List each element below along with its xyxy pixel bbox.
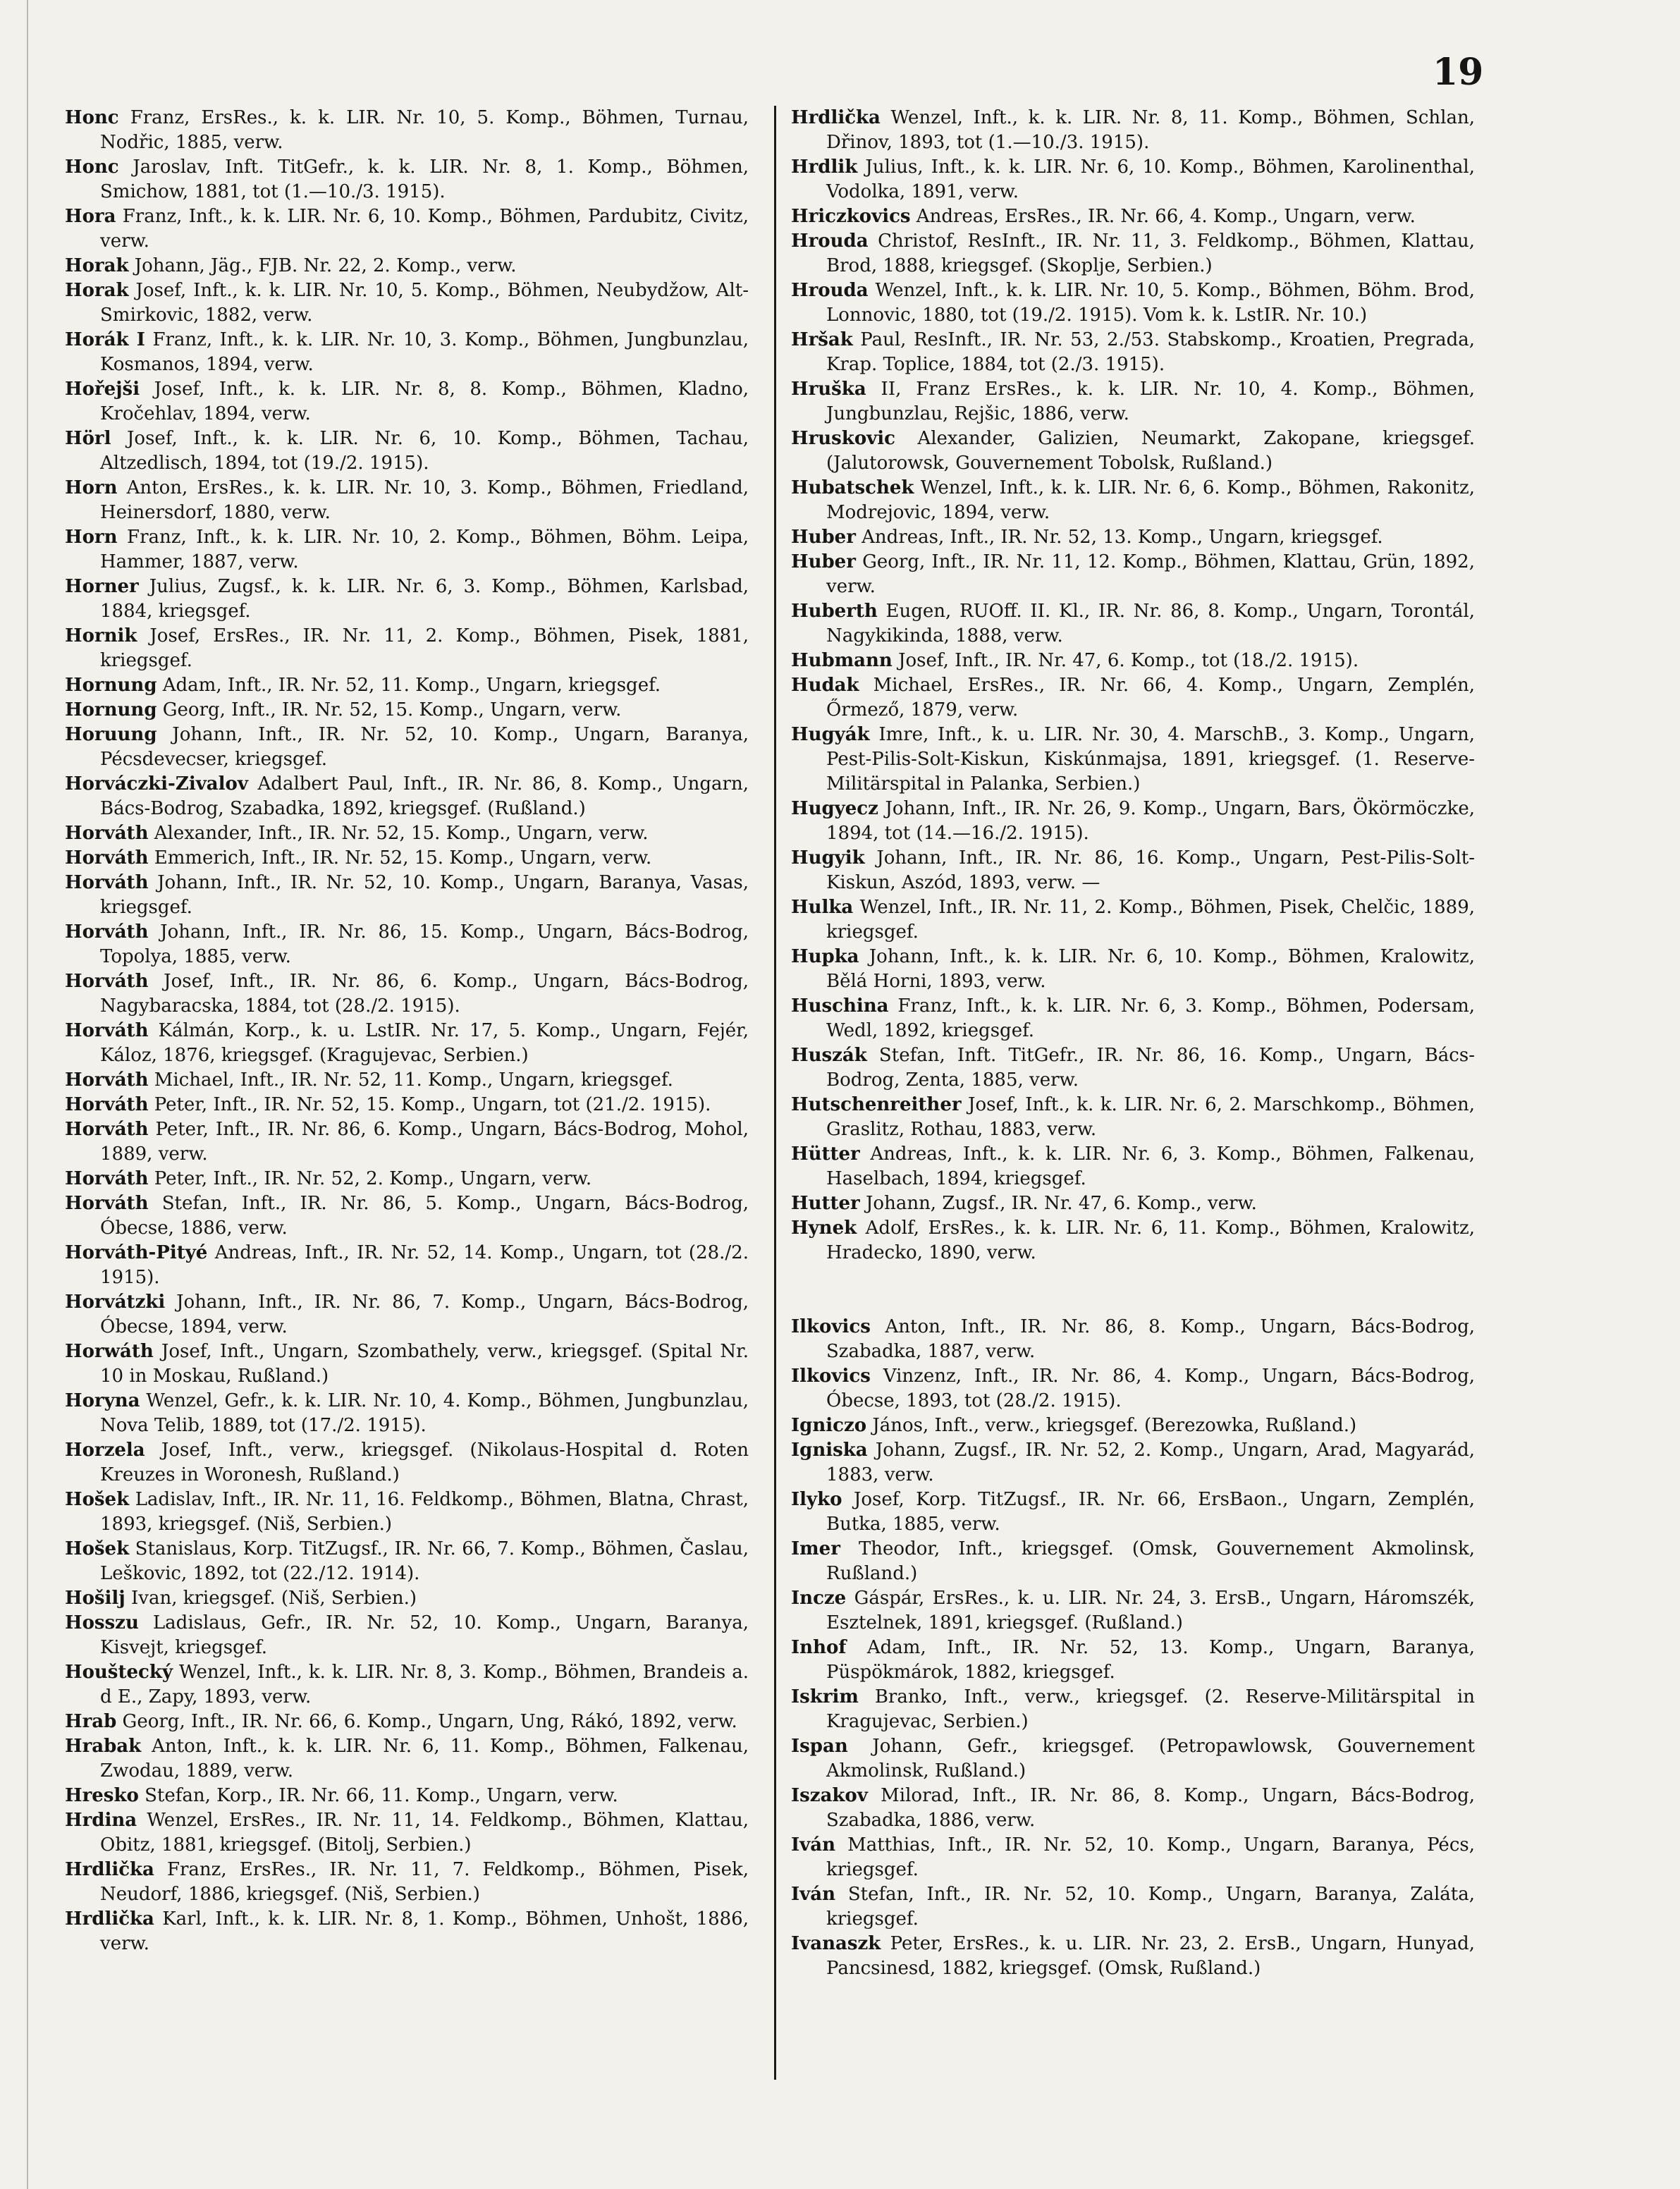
entry-details: Alexander, Galizien, Neumarkt, Zakopane, kriegsgef. (Jalutorowsk, Gouvernement Tobolsk, Rußland.) [826,428,1475,474]
entry-details: Adam, Inft., IR. Nr. 52, 11. Komp., Ungarn, kriegsgef. [157,675,661,696]
entry-details: Johann, Zugsf., IR. Nr. 47, 6. Komp., verw. [859,1193,1257,1214]
entry-details: Wenzel, ErsRes., IR. Nr. 11, 14. Feldkomp., Böhmen, Klattau, Obitz, 1881, kriegsgef. (Bitolj, Serbien.) [100,1810,749,1856]
entry-name: Hriczkovics [791,206,911,227]
entry-details: Adalbert Paul, Inft., IR. Nr. 86, 8. Komp., Ungarn, Bács-Bodrog, Szabadka, 1892, kriegsgef. (Rußland.) [100,773,749,819]
list-item [791,1882,1475,1932]
entry-details: Ladislav, Inft., IR. Nr. 11, 16. Feldkomp., Böhmen, Blatna, Chrast, 1893, kriegsgef. (Niš, Serbien.) [100,1489,749,1535]
entry-name: Hrouda [791,231,869,252]
list-item [791,377,1475,427]
entry-details: Johann, Inft., k. k. LIR. Nr. 6, 10. Komp., Böhmen, Kralowitz, Bělá Horni, 1893, verw. [826,946,1475,992]
entry-name: Hrabak [65,1736,142,1757]
entry-details: Georg, Inft., IR. Nr. 66, 6. Komp., Ungarn, Ung, Rákó, 1892, verw. [116,1711,737,1732]
entry-details: Wenzel, Inft., k. k. LIR. Nr. 8, 3. Komp., Böhmen, Brandeis a. d E., Zapy, 1893, verw. [100,1662,749,1707]
list-item [791,797,1475,846]
entry-name: Hudak [791,675,859,696]
list-item [791,229,1475,278]
entry-name: Hořejši [65,379,140,400]
entry-details: Josef, Korp. TitZugsf., IR. Nr. 66, ErsBaon., Ungarn, Zemplén, Butka, 1885, verw. [826,1489,1475,1535]
right-column [791,106,1475,1981]
entry-name: Inhof [791,1637,847,1658]
entry-details: Andreas, Inft., IR. Nr. 52, 14. Komp., Ungarn, tot (28./2. 1915). [100,1242,749,1288]
entry-details: Peter, ErsRes., k. u. LIR. Nr. 23, 2. ErsB., Ungarn, Hunyad, Pancsinesd, 1882, kriegsgef. (Omsk, Rußland.) [826,1933,1475,1979]
list-item [791,204,1475,229]
entry-name: Hornik [65,625,137,646]
list-item [791,328,1475,377]
list-item [65,723,749,772]
list-item [791,895,1475,945]
list-item [65,1438,749,1488]
entry-name: Hrdlička [65,1908,154,1930]
list-item [65,377,749,427]
list-item [791,599,1475,649]
entry-details: Michael, ErsRes., IR. Nr. 66, 4. Komp., Ungarn, Zemplén, Őrmező, 1879, verw. [826,675,1475,721]
entry-details: Josef, Inft., IR. Nr. 47, 6. Komp., tot (18./2. 1915). [892,650,1359,671]
list-item [65,846,749,871]
entry-details: Johann, Inft., IR. Nr. 52, 10. Komp., Ungarn, Baranya, Pécsdevecser, kriegsgef. [100,724,749,770]
list-item [65,698,749,723]
list-item [65,624,749,673]
entry-name: Hutschenreither [791,1094,962,1115]
entry-details: Imre, Inft., k. u. LIR. Nr. 30, 4. MarschB., 3. Komp., Ungarn, Pest-Pilis-Solt-Kiskun, Kiskúnmajsa, 1891, kriegsgef. (1. Reserve-Militärspital in Palanka, Serbien.) [826,724,1475,795]
entry-name: Hulka [791,897,854,918]
entry-details: Andreas, ErsRes., IR. Nr. 66, 4. Komp., Ungarn, verw. [910,206,1416,227]
entry-details: Michael, Inft., IR. Nr. 52, 11. Komp., Ungarn, kriegsgef. [148,1069,673,1091]
list-item [65,106,749,155]
entry-details: Adam, Inft., IR. Nr. 52, 13. Komp., Ungarn, Baranya, Püspökmárok, 1882, kriegsgef. [826,1637,1475,1683]
entry-name: Hörl [65,428,111,449]
entry-name: Huber [791,527,856,548]
entry-details: Wenzel, Inft., k. k. LIR. Nr. 10, 5. Komp., Böhmen, Böhm. Brod, Lonnovic, 1880, tot (19./2. 1915). Vom k. k. LstIR. Nr. 10.) [826,280,1475,326]
list-item [791,1364,1475,1414]
entry-name: Hošilj [65,1588,125,1609]
list-item [791,1636,1475,1685]
entry-name: Igniczo [791,1415,867,1436]
entry-details: Kálmán, Korp., k. u. LstIR. Nr. 17, 5. Komp., Ungarn, Fejér, Káloz, 1876, kriegsgef. (Kragujevac, Serbien.) [100,1020,749,1066]
entry-name: Honc [65,107,119,128]
entry-details: Franz, ErsRes., IR. Nr. 11, 7. Feldkomp., Böhmen, Pisek, Neudorf, 1886, kriegsgef. (Niš, Serbien.) [100,1859,749,1905]
entry-name: Horvátzki [65,1292,166,1313]
list-item [65,1389,749,1438]
entry-details: Josef, Inft., IR. Nr. 86, 6. Komp., Ungarn, Bács-Bodrog, Nagybaracska, 1884, tot (28./2. 1915). [100,971,749,1017]
entry-details: Wenzel, Inft., IR. Nr. 11, 2. Komp., Böhmen, Pisek, Chelčic, 1889, kriegsgef. [826,897,1475,943]
list-item [791,945,1475,994]
entry-details: Stanislaus, Korp. TitZugsf., IR. Nr. 66, 7. Komp., Böhmen, Časlau, Leškovic, 1892, tot (22./12. 1914). [100,1538,749,1584]
entry-details: II, Franz ErsRes., k. k. LIR. Nr. 10, 4. Komp., Böhmen, Jungbunzlau, Rejšic, 1886, verw. [826,379,1475,424]
entry-name: Hornung [65,699,157,721]
entry-name: Hutter [791,1193,860,1214]
list-item [791,994,1475,1043]
entry-name: Iván [791,1834,836,1856]
list-item [65,969,749,1019]
entry-details: Johann, Inft., IR. Nr. 86, 7. Komp., Ungarn, Bács-Bodrog, Óbecse, 1894, verw. [100,1292,749,1337]
entry-name: Iszakov [791,1785,868,1806]
list-item [65,204,749,254]
list-item [65,920,749,969]
entry-details: Alexander, Inft., IR. Nr. 52, 15. Komp., Ungarn, verw. [148,823,649,844]
entry-details: Stefan, Inft. TitGefr., IR. Nr. 86, 16. Komp., Ungarn, Bács-Bodrog, Zenta, 1885, verw. [826,1045,1475,1091]
entry-name: Hütter [791,1143,860,1165]
entry-name: Horváth [65,1193,149,1214]
list-item [65,1019,749,1068]
list-item [65,427,749,476]
entry-details: Josef, Inft., k. k. LIR. Nr. 6, 2. Marschkomp., Böhmen, Graslitz, Rothau, 1883, verw. [826,1094,1475,1140]
entry-name: Igniska [791,1440,868,1461]
list-item [65,1290,749,1339]
entry-details: Josef, Inft., k. k. LIR. Nr. 10, 5. Komp., Böhmen, Neubydžow, Alt-Smirkovic, 1882, verw. [100,280,749,326]
list-item [65,1117,749,1167]
list-item [791,155,1475,204]
entry-name: Hrouda [791,280,869,301]
list-item [791,550,1475,599]
entry-name: Horváth-Pityé [65,1242,208,1263]
list-item [791,1191,1475,1216]
list-item [65,1093,749,1117]
entry-details: János, Inft., verw., kriegsgef. (Berezowka, Rußland.) [866,1415,1357,1436]
entry-name: Horák I [65,329,145,350]
list-item [791,673,1475,723]
list-item [791,1043,1475,1093]
list-item [791,723,1475,797]
entry-name: Hornung [65,675,157,696]
list-item [65,1068,749,1093]
entry-details: Georg, Inft., IR. Nr. 11, 12. Komp., Böhmen, Klattau, Grün, 1892, verw. [826,551,1475,597]
section-gap [791,1265,1475,1315]
list-item [65,1241,749,1290]
entry-details: Peter, Inft., IR. Nr. 52, 15. Komp., Ungarn, tot (21./2. 1915). [148,1094,711,1115]
list-item [791,1833,1475,1882]
entry-name: Horak [65,255,129,276]
entry-name: Horváth [65,921,149,943]
entry-details: Wenzel, Inft., k. k. LIR. Nr. 6, 6. Komp., Böhmen, Rakonitz, Modrejovic, 1894, verw. [826,477,1475,523]
list-item [791,106,1475,155]
list-item [791,1932,1475,1981]
entry-name: Hugyik [791,847,865,869]
entry-details: Julius, Zugsf., k. k. LIR. Nr. 6, 3. Komp., Böhmen, Karlsbad, 1884, kriegsgef. [100,576,749,622]
list-item [791,846,1475,895]
entry-details: Jaroslav, Inft. TitGefr., k. k. LIR. Nr. 8, 1. Komp., Böhmen, Smichow, 1881, tot (1.—10./3. 1915). [100,157,749,202]
list-item [791,1315,1475,1364]
entry-name: Horváth [65,1020,149,1041]
entry-details: Milorad, Inft., IR. Nr. 86, 8. Komp., Ungarn, Bács-Bodrog, Szabadka, 1886, verw. [826,1785,1475,1831]
entry-name: Horváth [65,847,149,869]
entry-name: Horner [65,576,139,597]
entry-details: Theodor, Inft., kriegsgef. (Omsk, Gouvernement Akmolinsk, Rußland.) [826,1538,1475,1584]
list-item [65,278,749,328]
page-number: 19 [1433,51,1484,94]
list-item [65,1167,749,1191]
entry-details: Andreas, Inft., k. k. LIR. Nr. 6, 3. Komp., Böhmen, Falkenau, Haselbach, 1894, kriegsgef. [826,1143,1475,1189]
list-item [65,871,749,920]
list-item [791,1438,1475,1488]
entry-details: Paul, ResInft., IR. Nr. 53, 2./53. Stabskomp., Kroatien, Pregrada, Krap. Toplice, 1884, tot (2./3. 1915). [826,329,1475,375]
list-item [791,1537,1475,1586]
entry-name: Horváth [65,1094,149,1115]
entry-name: Horváth [65,1119,149,1140]
list-item [65,1907,749,1956]
entry-name: Hubatschek [791,477,914,498]
column-divider [774,106,776,2080]
entry-name: Ivanaszk [791,1933,881,1954]
entry-details: Josef, Inft., k. k. LIR. Nr. 8, 8. Komp., Böhmen, Kladno, Kročehlav, 1894, verw. [100,379,749,424]
entry-name: Hugyecz [791,798,878,819]
list-item [65,673,749,698]
entry-details: Gáspár, ErsRes., k. u. LIR. Nr. 24, 3. ErsB., Ungarn, Háromszék, Esztelnek, 1891, kriegsgef. (Rußland.) [826,1588,1475,1633]
entry-name: Horn [65,477,118,498]
entry-details: Ivan, kriegsgef. (Niš, Serbien.) [125,1588,417,1609]
list-item [791,1216,1475,1265]
list-item [65,328,749,377]
list-item [791,1093,1475,1142]
list-item [65,1488,749,1537]
entry-name: Hruška [791,379,866,400]
entry-details: Franz, ErsRes., k. k. LIR. Nr. 10, 5. Komp., Böhmen, Turnau, Nodřic, 1885, verw. [100,107,749,153]
entry-name: Huberth [791,601,878,622]
entry-details: Stefan, Korp., IR. Nr. 66, 11. Komp., Ungarn, verw. [138,1785,618,1806]
list-item [65,1537,749,1586]
list-item [65,1710,749,1734]
entry-details: Adolf, ErsRes., k. k. LIR. Nr. 6, 11. Komp., Böhmen, Kralowitz, Hradecko, 1890, verw. [826,1218,1475,1263]
entry-name: Iskrim [791,1686,859,1707]
entry-name: Hubmann [791,650,893,671]
entry-name: Hruskovic [791,428,895,449]
entry-details: Ladislaus, Gefr., IR. Nr. 52, 10. Komp., Ungarn, Baranya, Kisvejt, kriegsgef. [100,1612,749,1658]
list-item [791,1734,1475,1784]
entry-details: Eugen, RUOff. II. Kl., IR. Nr. 86, 8. Komp., Ungarn, Torontál, Nagykikinda, 1888, verw. [826,601,1475,646]
list-item [65,476,749,525]
entry-details: Peter, Inft., IR. Nr. 86, 6. Komp., Ungarn, Bács-Bodrog, Mohol, 1889, verw. [100,1119,749,1165]
list-item [791,1784,1475,1833]
entry-details: Josef, ErsRes., IR. Nr. 11, 2. Komp., Böhmen, Pisek, 1881, kriegsgef. [100,625,749,671]
entry-name: Hršak [791,329,853,350]
entry-name: Hrdina [65,1810,137,1831]
entry-name: Huszák [791,1045,867,1066]
list-item [65,525,749,575]
list-item [791,427,1475,476]
entry-name: Hrdlik [791,157,858,178]
entry-name: Incze [791,1588,847,1609]
entry-details: Josef, Inft., Ungarn, Szombathely, verw., kriegsgef. (Spital Nr. 10 in Moskau, Rußland.) [100,1341,749,1387]
entry-details: Wenzel, Inft., k. k. LIR. Nr. 8, 11. Komp., Böhmen, Schlan, Dřinov, 1893, tot (1.—10./3. 1915). [826,107,1475,153]
entry-name: Horváth [65,823,149,844]
entry-details: Johann, Inft., IR. Nr. 26, 9. Komp., Ungarn, Bars, Ökörmöczke, 1894, tot (14.—16./2. 1915). [826,798,1475,844]
entry-name: Horváth [65,1069,149,1091]
entry-details: Franz, Inft., k. k. LIR. Nr. 10, 2. Komp., Böhmen, Böhm. Leipa, Hammer, 1887, verw. [100,527,749,572]
list-item [65,821,749,846]
list-item [65,1858,749,1907]
entry-name: Horzela [65,1440,145,1461]
entry-name: Hrdlička [791,107,881,128]
entry-details: Johann, Inft., IR. Nr. 86, 16. Komp., Ungarn, Pest-Pilis-Solt-Kiskun, Aszód, 1893, verw. — [826,847,1475,893]
list-item [65,1611,749,1660]
entry-name: Hrab [65,1711,117,1732]
entry-details: Emmerich, Inft., IR. Nr. 52, 15. Komp., Ungarn, verw. [148,847,652,869]
entry-name: Hupka [791,946,859,967]
entry-details: Matthias, Inft., IR. Nr. 52, 10. Komp., Ungarn, Baranya, Pécs, kriegsgef. [826,1834,1475,1880]
entry-name: Houštecký [65,1662,173,1683]
entry-details: Anton, ErsRes., k. k. LIR. Nr. 10, 3. Komp., Böhmen, Friedland, Heinersdorf, 1880, verw. [100,477,749,523]
entry-name: Hosszu [65,1612,139,1633]
entry-name: Honc [65,157,119,178]
entry-name: Huschina [791,995,889,1017]
entry-details: Josef, Inft., verw., kriegsgef. (Nikolaus-Hospital d. Roten Kreuzes in Woronesh, Rußland.) [100,1440,749,1485]
entry-details: Stefan, Inft., IR. Nr. 86, 5. Komp., Ungarn, Bács-Bodrog, Óbecse, 1886, verw. [100,1193,749,1239]
entry-details: Julius, Inft., k. k. LIR. Nr. 6, 10. Komp., Böhmen, Karolinenthal, Vodolka, 1891, verw. [826,157,1475,202]
entry-details: Branko, Inft., verw., kriegsgef. (2. Reserve-Militärspital in Kragujevac, Serbien.) [826,1686,1475,1732]
entry-name: Horváth [65,872,149,893]
entry-name: Ilkovics [791,1366,871,1387]
left-column [65,106,749,1956]
entry-name: Hynek [791,1218,857,1239]
list-item [65,155,749,204]
list-item [65,1734,749,1784]
entry-name: Hošek [65,1489,130,1510]
entry-name: Horyna [65,1390,140,1411]
entry-details: Wenzel, Gefr., k. k. LIR. Nr. 10, 4. Komp., Böhmen, Jungbunzlau, Nova Telib, 1889, tot (17./2. 1915). [100,1390,749,1436]
entry-details: Karl, Inft., k. k. LIR. Nr. 8, 1. Komp., Böhmen, Unhošt, 1886, verw. [100,1908,749,1954]
entry-details: Johann, Inft., IR. Nr. 86, 15. Komp., Ungarn, Bács-Bodrog, Topolya, 1885, verw. [100,921,749,967]
list-item [791,525,1475,550]
list-item [791,1685,1475,1734]
entry-name: Hresko [65,1785,139,1806]
entry-name: Horak [65,280,129,301]
entry-name: Horváth [65,1168,149,1189]
list-item [791,1414,1475,1438]
list-item [791,1142,1475,1191]
entry-details: Johann, Gefr., kriegsgef. (Petropawlowsk, Gouvernement Akmolinsk, Rußland.) [826,1736,1475,1782]
entry-details: Anton, Inft., k. k. LIR. Nr. 6, 11. Komp., Böhmen, Falkenau, Zwodau, 1889, verw. [100,1736,749,1782]
entry-details: Andreas, Inft., IR. Nr. 52, 13. Komp., Ungarn, kriegsgef. [855,527,1383,548]
entry-details: Johann, Jäg., FJB. Nr. 22, 2. Komp., verw. [128,255,517,276]
list-item [65,254,749,278]
entry-name: Horn [65,527,118,548]
list-item [65,1660,749,1710]
entry-details: Franz, Inft., k. k. LIR. Nr. 6, 3. Komp., Böhmen, Podersam, Wedl, 1892, kriegsgef. [826,995,1475,1041]
list-item [65,772,749,821]
list-item [65,1586,749,1611]
list-item [791,476,1475,525]
list-item [65,1339,749,1389]
entry-details: Anton, Inft., IR. Nr. 86, 8. Komp., Ungarn, Bács-Bodrog, Szabadka, 1887, verw. [826,1316,1475,1362]
entry-name: Hora [65,206,116,227]
list-item [791,649,1475,673]
entry-name: Ilkovics [791,1316,871,1337]
entry-name: Hugyák [791,724,870,745]
entry-details: Johann, Inft., IR. Nr. 52, 10. Komp., Ungarn, Baranya, Vasas, kriegsgef. [100,872,749,918]
entry-details: Christof, ResInft., IR. Nr. 11, 3. Feldkomp., Böhmen, Klattau, Brod, 1888, kriegsgef. (Skoplje, Serbien.) [826,231,1475,276]
list-item [65,1784,749,1808]
entry-name: Ilyko [791,1489,842,1510]
entry-details: Vinzenz, Inft., IR. Nr. 86, 4. Komp., Ungarn, Bács-Bodrog, Óbecse, 1893, tot (28./2. 1915). [826,1366,1475,1411]
entry-details: Johann, Zugsf., IR. Nr. 52, 2. Komp., Ungarn, Arad, Magyarád, 1883, verw. [826,1440,1475,1485]
entry-name: Iván [791,1884,836,1905]
list-item [65,1808,749,1858]
entry-details: Peter, Inft., IR. Nr. 52, 2. Komp., Ungarn, verw. [148,1168,592,1189]
page-margin-rule [27,0,28,2189]
entry-details: Josef, Inft., k. k. LIR. Nr. 6, 10. Komp., Böhmen, Tachau, Altzedlisch, 1894, tot (19./2. 1915). [100,428,749,474]
entry-name: Hošek [65,1538,130,1559]
entry-name: Horváth [65,971,149,992]
entry-name: Hrdlička [65,1859,154,1880]
entry-name: Horváczki-Zivalov [65,773,248,795]
list-item [65,1191,749,1241]
list-item [65,575,749,624]
entry-name: Horuung [65,724,157,745]
entry-details: Franz, Inft., k. k. LIR. Nr. 6, 10. Komp., Böhmen, Pardubitz, Civitz, verw. [100,206,749,252]
entry-name: Horwáth [65,1341,154,1362]
entry-details: Stefan, Inft., IR. Nr. 52, 10. Komp., Ungarn, Baranya, Zaláta, kriegsgef. [826,1884,1475,1930]
entry-details: Franz, Inft., k. k. LIR. Nr. 10, 3. Komp., Böhmen, Jungbunzlau, Kosmanos, 1894, verw. [100,329,749,375]
list-item [791,1586,1475,1636]
entry-details: Georg, Inft., IR. Nr. 52, 15. Komp., Ungarn, verw. [157,699,622,721]
entry-name: Huber [791,551,856,572]
entry-name: Imer [791,1538,840,1559]
entry-name: Ispan [791,1736,848,1757]
list-item [791,278,1475,328]
list-item [791,1488,1475,1537]
